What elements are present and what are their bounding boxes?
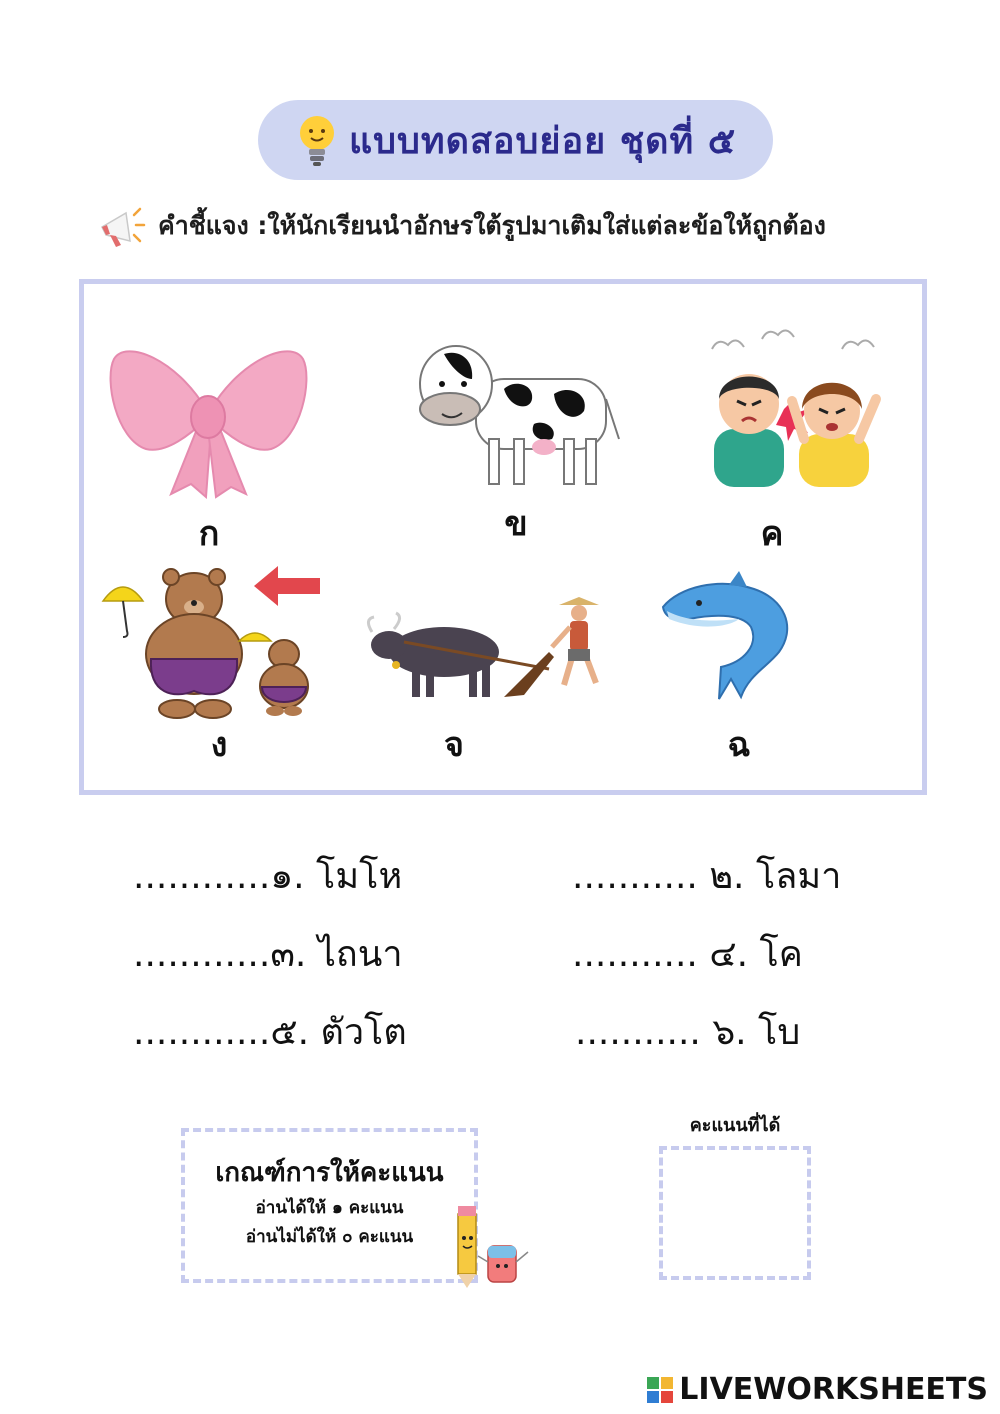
picture-label-3: ค [760,514,784,554]
scoring-criteria-box [181,1128,478,1283]
question-6: ........... ๖. โบ [575,1012,801,1053]
liveworksheets-brand [647,1372,988,1407]
cow-icon [414,339,624,489]
picture-label-1: ก [198,514,220,554]
title-banner [258,100,773,180]
question-2: ........... ๒. โลมา [572,856,842,897]
farmer-plowing-buffalo-icon [364,597,614,707]
score-box[interactable] [659,1146,811,1280]
question-4: ........... ๔. โค [572,934,803,975]
picture-frame [79,279,927,795]
pink-bow-icon [106,339,311,499]
page-title: แบบทดสอบย่อย ชุดที่ ๕ [348,120,737,162]
criteria-line-2: อ่านไม่ได้ให้ ๐ คะแนน [245,1227,414,1247]
red-arrow-left-icon [254,564,320,608]
instruction-row [96,198,926,254]
light-bulb-icon [295,111,339,169]
picture-label-6: ฉ [727,725,751,765]
picture-label-2: ข [504,504,528,544]
picture-label-4: ง [210,725,228,765]
angry-kids-icon [704,329,884,489]
liveworksheets-logo-icon [647,1377,673,1403]
megaphone-icon [96,201,148,251]
brand-name: LIVEWORKSHEETS [679,1372,988,1407]
dolphin-icon [659,567,799,707]
score-label: คะแนนที่ได้ [689,1115,781,1136]
question-5: ............๕. ตัวโต [133,1012,407,1053]
picture-label-5: จ [444,725,464,765]
criteria-line-1: อ่านได้ให้ ๑ คะแนน [255,1198,404,1218]
question-1: ............๑. โมโห [133,856,403,897]
instruction-text: คำชี้แจง :ให้นักเรียนนำอักษรใต้รูปมาเติมใส่แต่ละข้อให้ถูกต้อง [158,211,826,240]
criteria-title: เกณฑ์การให้คะแนน [215,1158,444,1188]
pencil-eraser-icon [448,1202,532,1290]
question-3: ............๓. ไถนา [133,934,403,975]
